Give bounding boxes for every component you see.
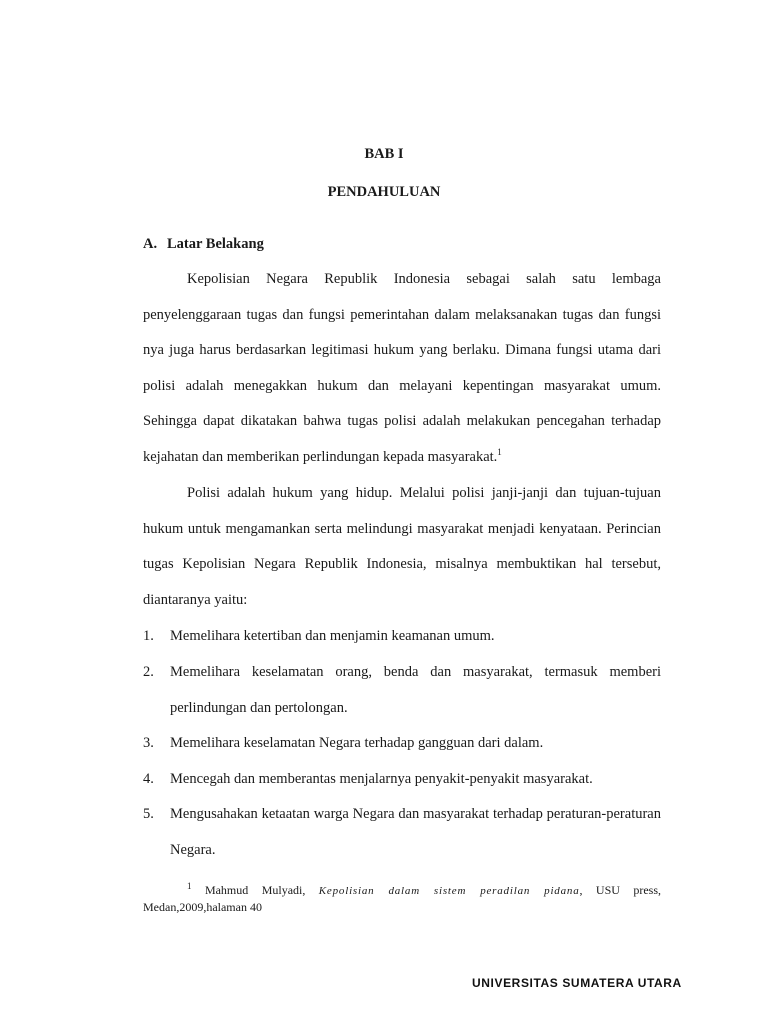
university-footer: UNIVERSITAS SUMATERA UTARA bbox=[472, 976, 682, 990]
list-item-text: Memelihara keselamatan Negara terhadap gangguan dari dalam. bbox=[170, 735, 544, 751]
list-item-text: Mencegah dan memberantas menjalarnya penyakit-penyakit masyarakat. bbox=[170, 771, 593, 787]
footnote-book-title: Kepolisian dalam sistem peradilan pidana bbox=[318, 885, 580, 897]
footnote bbox=[143, 882, 661, 915]
footnote-publisher: , USU press, bbox=[579, 883, 662, 897]
list-item-text: Memelihara ketertiban dan menjamin keamanan umum. bbox=[170, 628, 495, 644]
list-item-number: 3. bbox=[143, 735, 154, 751]
chapter-title: PENDAHULUAN bbox=[327, 184, 441, 200]
list-item-number: 2. bbox=[143, 664, 154, 680]
section-heading bbox=[143, 236, 264, 253]
paragraph-1 bbox=[143, 262, 661, 475]
footnote-line-2: Medan,2009,halaman 40 bbox=[143, 900, 262, 914]
footnote-line-1 bbox=[143, 882, 661, 899]
footnote-number: 1 bbox=[187, 881, 192, 891]
footnote-author: Mahmud Mulyadi, bbox=[204, 883, 306, 897]
paragraph-1-text: Kepolisian Negara Republik Indonesia sebagai salah satu lembaga penyelenggaraan tugas dan fungsi pemerintahan dalam melaksanakan tugas dan fungsi nya juga harus berdasarkan legitimasi hukum yang berlaku. Dimana fungsi utama dari polisi adalah menegakkan hukum dan melayani kepentingan masyarakat umum. Sehingga dapat dikatakan bahwa tugas polisi adalah melakukan pencegahan terhadap kejahatan dan memberikan perlindungan kepada masyarakat. bbox=[143, 271, 661, 465]
list-item bbox=[143, 619, 661, 655]
list-item bbox=[143, 762, 661, 798]
list-item-text: Mengusahakan ketaatan warga Negara dan masyarakat terhadap peraturan-peraturan Negara. bbox=[170, 806, 661, 858]
list-item bbox=[143, 726, 661, 762]
list-item-text: Memelihara keselamatan orang, benda dan masyarakat, termasuk memberi perlindungan dan pertolongan. bbox=[170, 664, 661, 716]
list-item bbox=[143, 655, 661, 726]
section-title: Latar Belakang bbox=[167, 236, 264, 252]
list-item-number: 4. bbox=[143, 771, 154, 787]
list-item-number: 5. bbox=[143, 806, 154, 822]
footnote-reference[interactable]: 1 bbox=[497, 446, 502, 457]
list-item bbox=[143, 797, 661, 868]
chapter-number: BAB I bbox=[364, 146, 404, 162]
paragraph-2: Polisi adalah hukum yang hidup. Melalui polisi janji-janji dan tujuan-tujuan hukum untuk mengamankan serta melindungi masyarakat menjadi kenyataan. Perincian tugas Kepolisian Negara Republik Indonesia, misalnya membuktikan hal tersebut, diantaranya yaitu: bbox=[143, 485, 661, 608]
list-item-number: 1. bbox=[143, 628, 154, 644]
section-letter: A. bbox=[143, 236, 158, 252]
